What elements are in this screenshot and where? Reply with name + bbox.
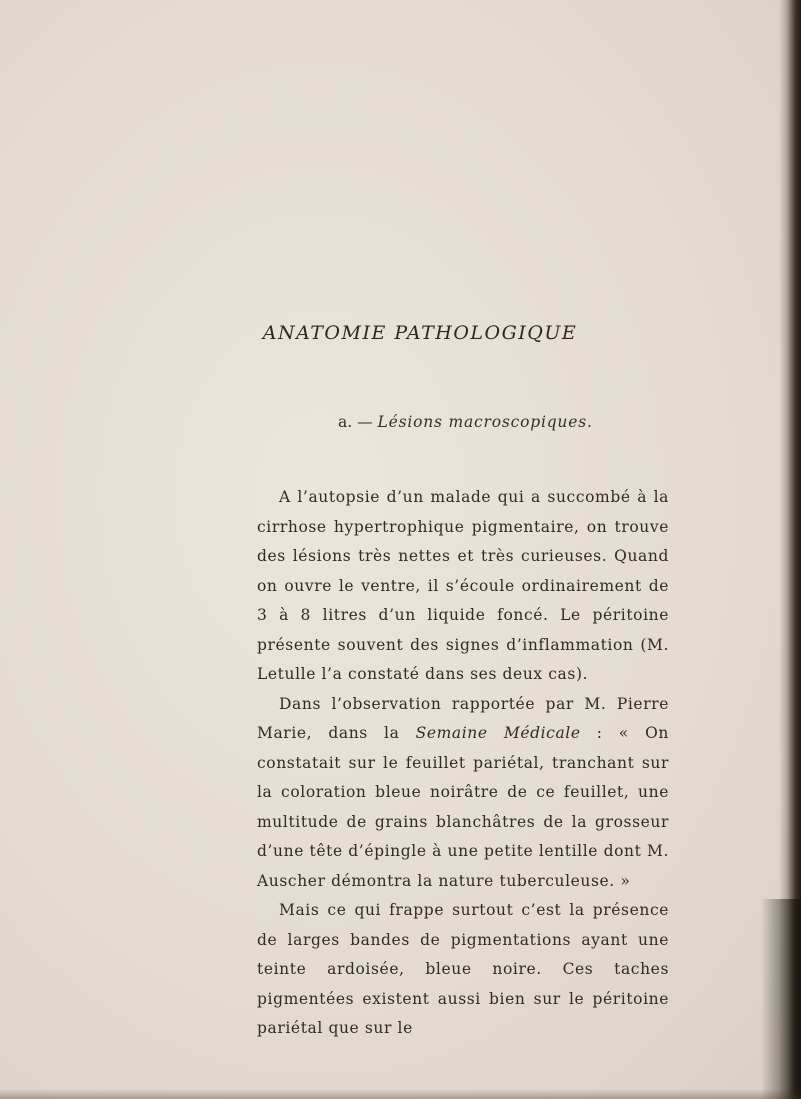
binding-shadow: [761, 899, 801, 1099]
paragraph-2: [257, 690, 669, 897]
page-heading: ANATOMIE PATHOLOGIQUE: [262, 322, 578, 344]
section-prefix: a. —: [338, 413, 378, 431]
paragraph-3: Mais ce qui frappe surtout c’est la présence de larges bandes de pigmentations ayant une teinte ardoisée, bleue noire. Ces taches pigmentées existent aussi bien sur le péritoine pariétal que sur le: [257, 901, 669, 1037]
journal-title: Semaine Médicale: [415, 724, 581, 742]
section-heading: [338, 413, 593, 431]
paragraph-2-start: Dans l’observation rapportée par M. Pierre Marie, dans la: [257, 694, 669, 742]
body-text: [257, 483, 669, 1044]
paragraph-1: A l’autopsie d’un malade qui a succombé à la cirrhose hypertrophique pigmentaire, on trouve des lésions très nettes et très curieuses. Quand on ouvre le ventre, il s’écoule ordinairement de 3 à 8 litres d’un liquide foncé. Le péritoine présente souvent des signes d’inflammation (M. Letulle l’a constaté dans ses deux cas).: [257, 488, 669, 683]
section-title: Lésions macroscopiques.: [377, 413, 593, 431]
bleed-through-shadow: [200, 160, 680, 190]
bottom-edge-shadow: [0, 1089, 801, 1099]
paragraph-2-end: : « On constatait sur le feuillet pariétal, tranchant sur la coloration bleue noirâtre de ce feuillet, une multitude de grains blanchâtres de la grosseur d’une tête d’épingle à une petite lentille dont M. Auscher démontra la nature tuberculeuse. »: [257, 724, 669, 890]
